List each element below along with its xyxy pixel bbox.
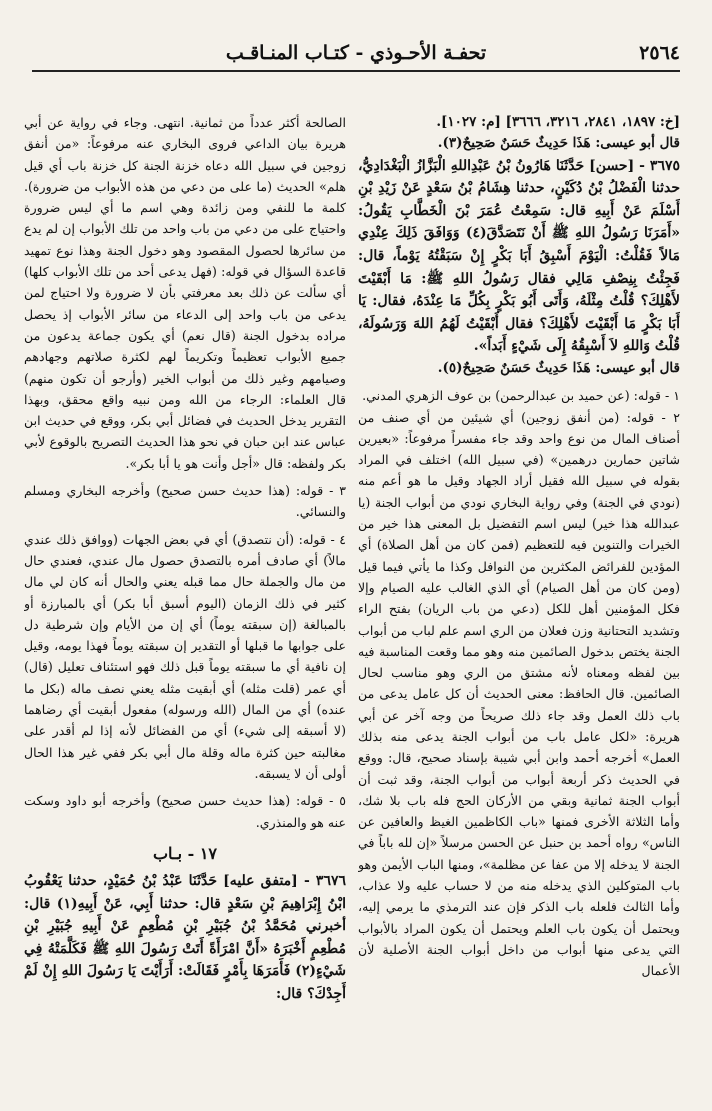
page-number: ٢٥٦٤ [639, 42, 680, 64]
paragraph: ٤ - قوله: (أن نتصدق) أي في بعض الجهات (ووافق ذلك عندي مالاً) أي صادف أمره بالتصدق حصول مال عندي، فعندي حال من مال والجملة حال مما قبله يعني والحال أنه كان لي مال كثير في ذلك الزمان (اليوم أسبق أبا بكر) أي بالمبارزة أو بالمبالغة (إن سبقته يوماً) أي إن من الأيام وإن شرطية دل على جوابها ما قبلها أو التقدير إن سبقته يوماً فهذا يومه، وقيل إن نافية أي ما سبقته يوماً قبل ذلك فهو استئناف تعليل (قال) أي عمر (قلت مثله) أي أبقيت مثله يعني نصف ماله (بكل ما عنده) أي من المال (الله ورسوله) مفعول أبقيت أي رضاهما (لا أسبقه إلى شيء) أي من الفضائل لأنه إذا لم أقدر على مغالبته حين كثرة ماله وقلة مال أبي بكر ففي غير هذا الحال أولى أن لا يسبقه. [24, 531, 346, 781]
paragraph: قال أبو عيسى: هَذَا حَدِيثٌ حَسَنٌ صَحِيحٌ(٥). [437, 359, 680, 376]
paragraph: ٣٦٧٦ - [متفق عليه] حَدَّثَنَا عَبْدُ بْنُ حُمَيْدٍ، حدثنا يَعْقُوبُ ابْنُ إِبْرَاهِيمَ بْنِ سَعْدٍ قال: حدثنا أَبِي، عَنْ أَبِيهِ(١) قال: أخبرني مُحَمَّدُ بْنُ جُبَيْرِ بْنِ مُطْعِمٍ عَنْ أَبِيهِ جُبَيْرِ بْنِ مُطْعِمٍ أَخْبَرَهُ «أَنَّ امْرَأَةً أَتَتْ رَسُولَ اللهِ ﷺ فَكَلَّمَتْهُ فِي شَيْءٍ(٢) فَأَمَرَهَا بِأَمْرٍ فَقَالَتْ: أَرَأَيْتَ يَا رَسُولَ اللهِ إِنْ لَمْ أَجِدْكَ؟ قال: [24, 873, 346, 1003]
paragraph: ١ - قوله: (عن حميد بن عبدالرحمن) بن عوف الزهري المدني. [362, 388, 680, 404]
paragraph: ٢ - قوله: (من أنفق زوجين) أي شيئين من أي صنف من أصناف المال من نوع واحد وقد جاء مفسراً مرفوعاً: «بعيرين شاتين حمارين درهمين» (في سبيل الله) اختلف في المراد بقوله في سبيل الله فقيل أراد الجهاد وقيل ما هو أعم منه (نودي في الجنة) وفي رواية البخاري نودي من أبواب الجنة (يا عبدالله هذا خير) ليس اسم التفضيل بل المعنى هذا خير من الخيرات والتنوين فيه للتعظيم (فمن كان من أهل الصلاة) أي المؤدين للفرائض المكثرين من النوافل وكذا ما يأتي فيما قيل (ومن كان من أهل الصيام) أي الذي الغالب عليه الصيام وإلا فكل المؤمنين أهل للكل (دعي من باب الريان) بفتح الراء وتشديد التحتانية وزن فعلان من الري اسم علم لباب من أبواب الجنة يختص بدخول الصائمين منه وهو مما وقعت المناسبة فيه بين لفظه ومعناه لأنه مشتق من الري وهو مناسب لحال الصائمين. قال الحافظ: معنى الحديث أن كل عامل يدعى من باب ذلك العمل وقد جاء ذلك صريحاً من وجه آخر عن أبي هريرة: «لكل عامل باب من أبواب الجنة يدعى منه بذلك العمل» أخرجه أحمد وابن أبي شيبة بإسناد صحيح، قال: ووقع في الحديث ذكر أربعة أبواب من أبواب الجنة، وقد ثبت أن أبواب الجنة ثمانية وبقي من الأركان الحج فله باب بلا شك، وأما الثلاثة الأخرى فمنها «باب الكاظمين الغيظ والعافين عن الناس» رواه أحمد بن حنبل عن الحسن مرسلاً «إن لله باباً في الجنة لا يدخله إلا من عفا عن مظلمة»، ومنها الباب الأيمن وهو باب المتوكلين الذي يدخله منه من لا حساب عليه ولا عذاب، وأما الثالث فلعله باب الذكر فإن عند الترمذي ما يرمي إليه، ويحتمل أن يكون باب العلم ويحتمل أن يكون المراد بالأبواب التي يدعى منها أبواب من داخل أبواب الجنة الأصلية لأن الأعمال [358, 409, 680, 979]
paragraph: ٣٦٧٥ - [حسن] حَدَّثَنَا هَارُونُ بْنُ عَبْدِاللهِ الْبَزَّازُ الْبَغْدَادِيُّ، حدثنا الْفَضْلُ بْنُ دُكَيْنٍ، حدثنا هِشَامُ بْنُ سَعْدٍ عَنْ زَيْدِ بْنِ أَسْلَمَ عَنْ أَبِيهِ قال: سَمِعْتُ عُمَرَ بْنَ الْخَطَّابِ يَقُولُ: «أَمَرَنَا رَسُولُ اللهِ ﷺ أَنْ نَتَصَدَّقَ(٤) وَوَافَقَ ذَلِكَ عِنْدِي مَالاً فَقُلْتُ: الْيَوْمَ أَسْبِقُ أَبَا بَكْرٍ إِنْ سَبَقْتُهُ يَوْماً، قال: فَجِئْتُ بِنِصْفِ مَالِي فقال رَسُولُ اللهِ ﷺ: مَا أَبْقَيْتَ لأَهْلِكَ؟ قُلْتُ مِثْلَهُ، وَأَتَى أَبُو بَكْرٍ بِكُلِّ مَا عِنْدَهُ، فقال: يَا أَبَا بَكْرٍ مَا أَبْقَيْتَ لأَهْلِكَ؟ فقال أَبْقَيْتُ لَهُمُ اللهَ وَرَسُولَهُ، قُلْتُ وَاللهِ لاَ أَسْبِقُهُ إِلَى شَيْءٍ أَبَداً». [358, 157, 680, 355]
paragraph: قال أبو عيسى: هَذَا حَدِيثٌ حَسَنٌ صَحِيحٌ(٣). [437, 135, 680, 152]
left-column [24, 112, 346, 1102]
right-column-paragraphs [358, 112, 680, 982]
paragraph: [خ: ١٨٩٧، ٢٨٤١، ٣٢١٦، ٣٦٦٦] [م: ١٠٢٧]. [436, 114, 680, 130]
left-column-after-heading [24, 870, 346, 1006]
left-column-paragraphs [24, 112, 346, 833]
running-title: تحفـة الأحـوذي - كتـاب المنـاقـب [225, 42, 487, 64]
paragraph: ٥ - قوله: (هذا حديث حسن صحيح) وأخرجه أبو داود وسكت عنه هو والمنذري. [24, 793, 346, 830]
right-column [358, 112, 680, 1102]
paragraph: ٣ - قوله: (هذا حديث حسن صحيح) وأخرجه البخاري ومسلم والنسائي. [24, 483, 346, 520]
section-heading: ١٧ - بـاب [152, 843, 218, 863]
paragraph: الصالحة أكثر عدداً من ثمانية. انتهى. وجاء في رواية عن أبي هريرة بيان الداعي فروى البخاري عنه مرفوعاً: «من أنفق زوجين في سبيل الله دعاه خزنة الجنة كل خزنة باب أي قيل هلم» الحديث (ما على من دعي من هذه الأبواب من ضرورة). كلمة ما للنفي ومن زائدة وهي اسم ما أي ليس ضرورة واحتياج على من دعي من باب واحد من تلك الأبواب إن لم يدع من سائرها لحصول المقصود وهو دخول الجنة وهذا نوع تمهيد قاعدة السؤال في قوله: (فهل يدعى أحد من تلك الأبواب كلها) أي سألت عن ذلك بعد معرفتي بأن لا ضرورة ولا احتياج لمن يدعى من باب واحد إلى الدعاء من سائر الأبواب إذ يحصل مراده بدخول الجنة (قال نعم) أي يكون جماعة يدعون من جميع الأبواب تعظيماً وتكريماً لهم لكثرة صلاتهم وجهادهم وصيامهم وغير ذلك من أبواب الخير (وأرجو أن تكون منهم) قال العلماء: الرجاء من الله ومن نبيه واقع محقق، وبهذا التقرير يدخل الحديث في فضائل أبي بكر، ووقع في حديث ابن عباس عند ابن حبان في نحو هذا الحديث التصريح بالوقوع لأبي بكر ولفظه: قال «أجل وأنت هو يا أبا بكر». [24, 115, 346, 471]
page-header [32, 40, 680, 72]
